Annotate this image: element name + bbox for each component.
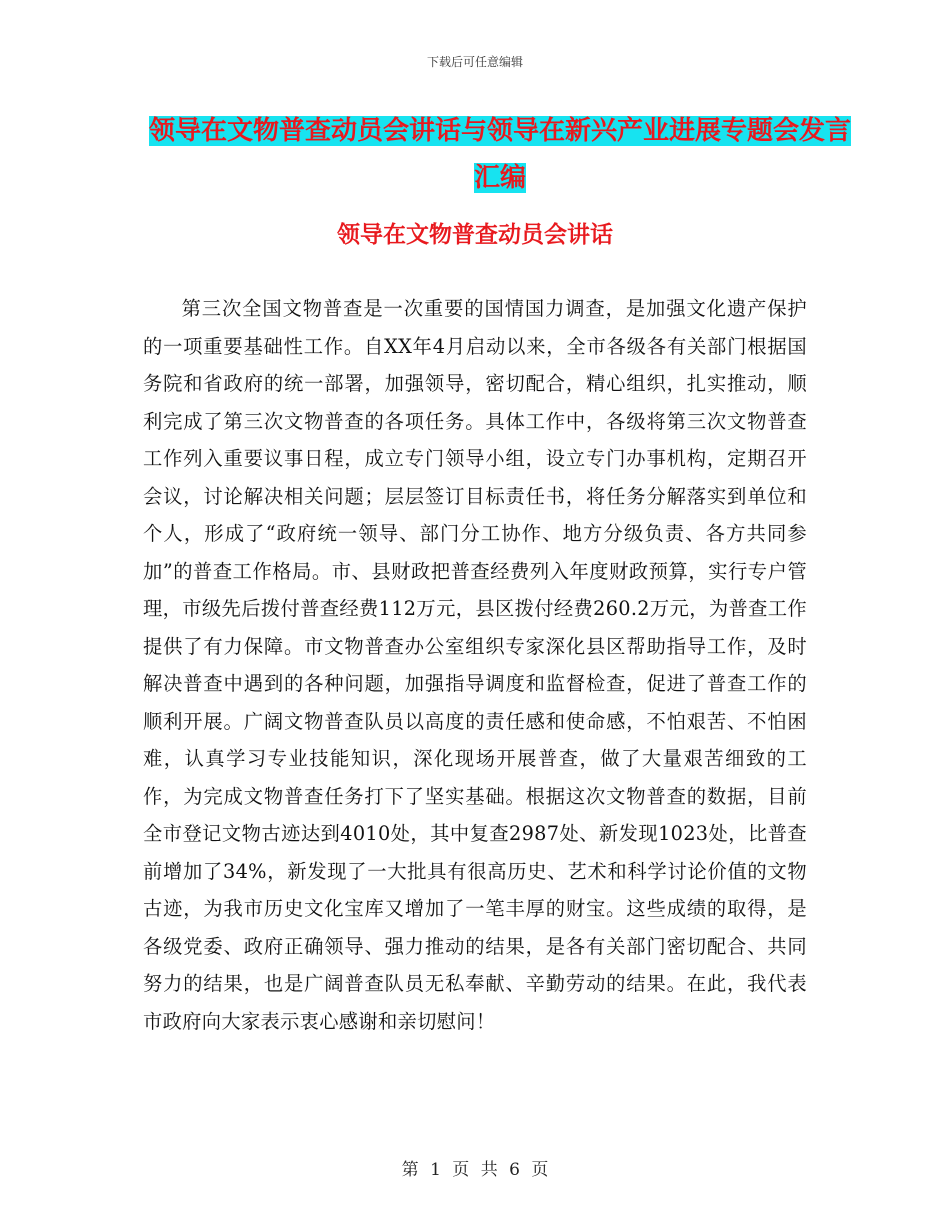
body-paragraph: 第三次全国文物普查是一次重要的国情国力调查，是加强文化遗产保护的一项重要基础性工作。自XX年4月启动以来，全市各级各有关部门根据国务院和省政府的统一部署，加强领导，密切配合，精心组织，扎实推动，顺利完成了第三次文物普查的各项任务。具体工作中，各级将第三次文物普查工作列入重要议事日程，成立专门领导小组，设立专门办事机构，定期召开会议，讨论解决相关问题；层层签订目标责任书，将任务分解落实到单位和个人，形成了“政府统一领导、部门分工协作、地方分级负责、各方共同参加”的普查工作格局。市、县财政把普查经费列入年度财政预算，实行专户管理，市级先后拨付普查经费112万元，县区拨付经费260.2万元，为普查工作提供了有力保障。市文物普查办公室组织专家深化县区帮助指导工作，及时解决普查中遇到的各种问题，加强指导调度和监督检查，促进了普查工作的顺利开展。广阔文物普查队员以高度的责任感和使命感，不怕艰苦、不怕困难，认真学习专业技能知识，深化现场开展普查，做了大量艰苦细致的工作，为完成文物普查任务打下了坚实基础。根据这次文物普查的数据，目前全市登记文物古迹达到4010处，其中复查2987处、新发现1023处，比普查前增加了34%，新发现了一大批具有很高历史、艺术和科学讨论价值的文物古迹，为我市历史文化宝库又增加了一笔丰厚的财宝。这些成绩的取得，是各级党委、政府正确领导、强力推动的结果，是各有关部门密切配合、共同努力的结果，也是广阔普查队员无私奉献、辛勤劳动的结果。在此，我代表市政府向大家表示衷心感谢和亲切慰问！ xyxy=(143,297,807,1033)
header-note: 下载后可任意编辑 xyxy=(426,55,523,69)
document-title xyxy=(140,108,860,202)
page-number: 第 1 页 共 6 页 xyxy=(401,1160,549,1180)
section-title: 领导在文物普查动员会讲话 xyxy=(337,221,613,248)
document-title-text: 领导在文物普查动员会讲话与领导在新兴产业进展专题会发言汇编 xyxy=(148,116,851,193)
